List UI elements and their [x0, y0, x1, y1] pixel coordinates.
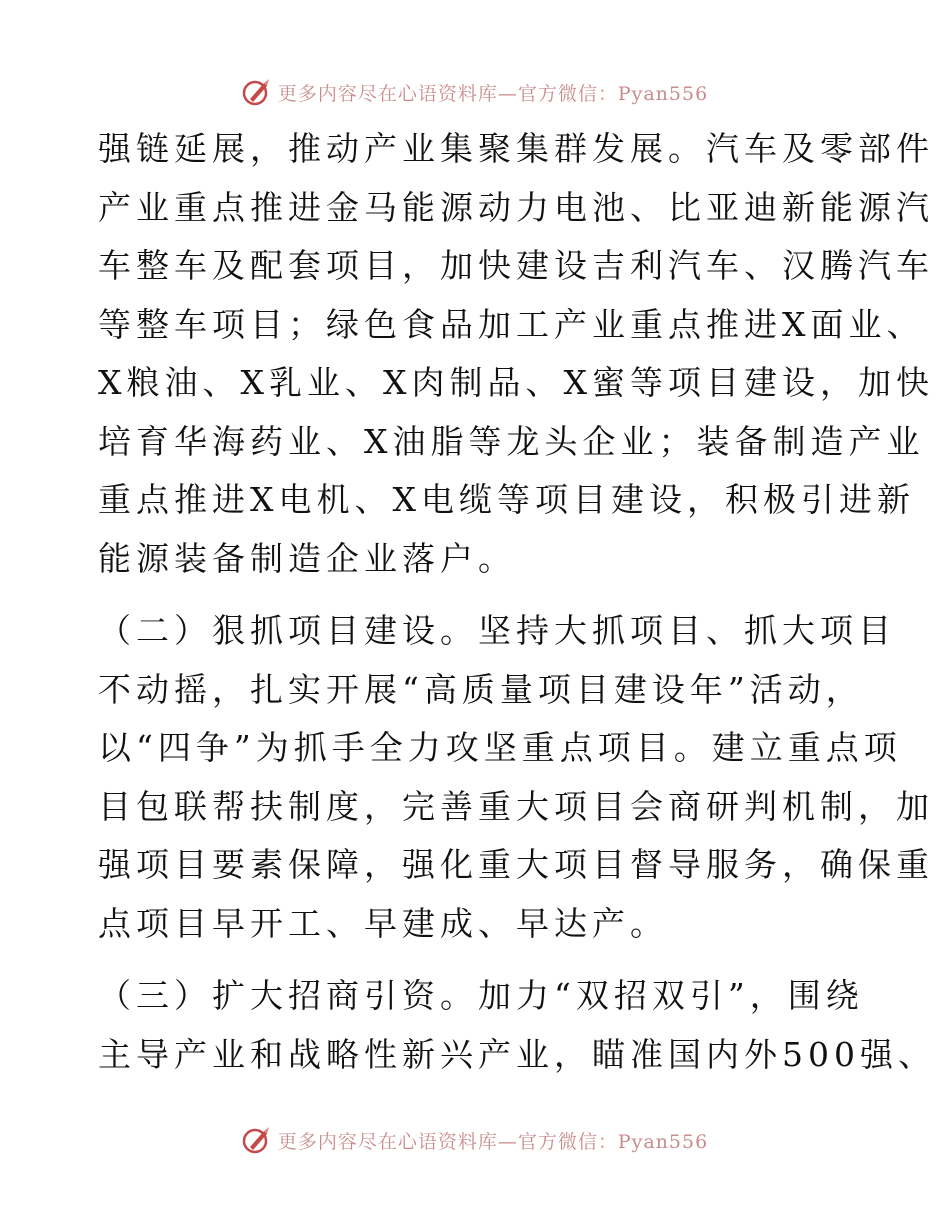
text-line: 以“四争”为抓手全力攻坚重点项目。建立重点项 — [98, 728, 902, 767]
paragraph-investment — [98, 967, 936, 1084]
quill-logo-icon — [242, 1125, 272, 1155]
text-line: 点项目早开工、早建成、早达产。 — [98, 903, 668, 943]
document-body — [98, 120, 936, 1084]
text-line: （二）狠抓项目建设。坚持大抓项目、抓大项目 — [98, 611, 896, 650]
text-line: 等整车项目；绿色食品加工产业重点推进X面业、 — [98, 304, 925, 344]
quill-logo-icon — [242, 77, 272, 107]
text-line: 培育华海药业、X油脂等龙头企业；装备制造产业 — [98, 421, 925, 461]
text-line: 目包联帮扶制度，完善重大项目会商研判机制，加 — [98, 786, 934, 826]
watermark-text: 更多内容尽在心语资料库—官方微信：Pyan556 — [277, 82, 709, 105]
text-line: 强项目要素保障，强化重大项目督导服务，确保重 — [98, 845, 934, 884]
watermark-text: 更多内容尽在心语资料库—官方微信：Pyan556 — [277, 1130, 709, 1153]
text-line: 能源装备制造企业落户。 — [98, 538, 516, 578]
text-line: 车整车及配套项目，加快建设吉利汽车、汉腾汽车 — [98, 246, 934, 285]
text-line: 不动摇，扎实开展“高质量项目建设年”活动， — [98, 669, 864, 709]
text-line: 重点推进X电机、X电缆等项目建设，积极引进新 — [98, 480, 915, 519]
text-line: 主导产业和战略性新兴产业，瞄准国内外500强、 — [98, 1034, 936, 1074]
text-line: （三）扩大招商引资。加力“双招双引”，围绕 — [98, 976, 864, 1015]
text-line: 产业重点推进金马能源动力电池、比亚迪新能源汽 — [98, 187, 934, 227]
footer-watermark — [0, 1120, 950, 1160]
paragraph-industry — [98, 120, 934, 588]
text-line: 强链延展，推动产业集聚集群发展。汽车及零部件 — [98, 129, 934, 168]
paragraph-project-construction — [98, 602, 934, 953]
header-watermark — [0, 72, 950, 112]
text-line: X粮油、X乳业、X肉制品、X蜜等项目建设，加快 — [98, 363, 934, 402]
